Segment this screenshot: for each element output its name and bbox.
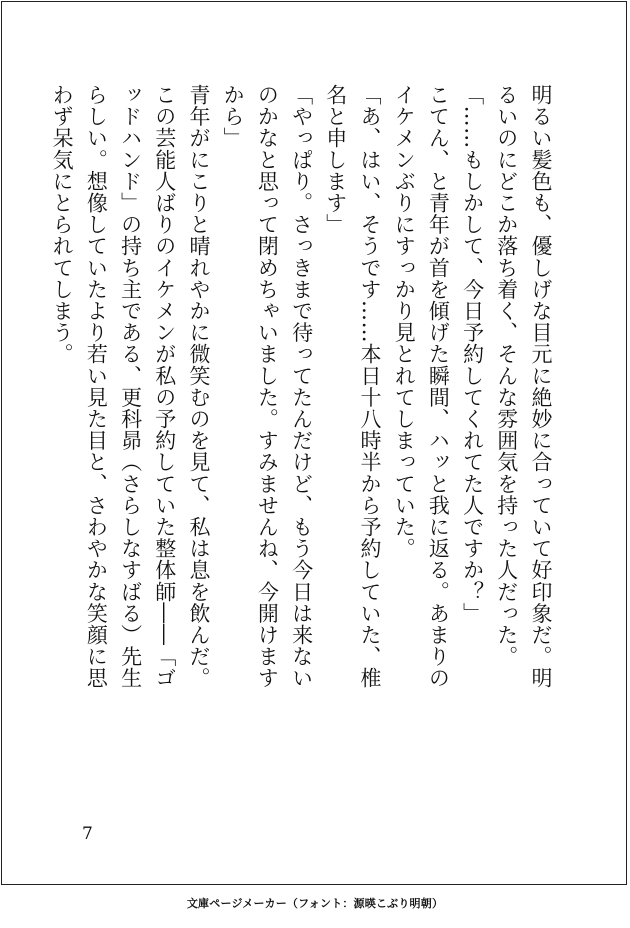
paragraph-6: 青年がにこりと晴れやかに微笑むのを見て、私は息を飲んだ。この芸能人ばりのイケメンが私の予約していた整体師――「ゴッドハンド」の持ち主である、更科昴（さらしなすばる）先生らしい。想像していたより若い見た目と、さわやかな笑顔に思わず呆気にとられてしまう。 [50, 84, 211, 689]
footer-credit: 文庫ページメーカー（フォント：源暎こぶり明朝） [186, 897, 444, 910]
paragraph-4: 「あ、はい、そうです……本日十八時半から予約していた、椎名と申します」 [323, 84, 382, 689]
paragraph-2: 「……もしかして、今日予約してくれてた人ですか？」 [460, 84, 485, 624]
paragraph-1: 明るい髪色も、優しげな目元に絶妙に合っていて好印象だ。明るいのにどこか落ち着く、そんな雰囲気を持った人だった。 [494, 84, 553, 689]
paragraph-3: こてん、と青年が首を傾げた瞬間、ハッと我に返る。あまりのイケメンぶりにすっかり見とれてしまっていた。 [392, 84, 451, 689]
page-number: 7 [82, 824, 93, 844]
page-frame [1, 1, 627, 885]
vertical-text-body [50, 84, 558, 704]
paragraph-5: 「やっぱり。さっきまで待ってたんだけど、もう今日は来ないのかなと思って閉めちゃいました。すみませんね、今開けますから」 [221, 84, 314, 689]
